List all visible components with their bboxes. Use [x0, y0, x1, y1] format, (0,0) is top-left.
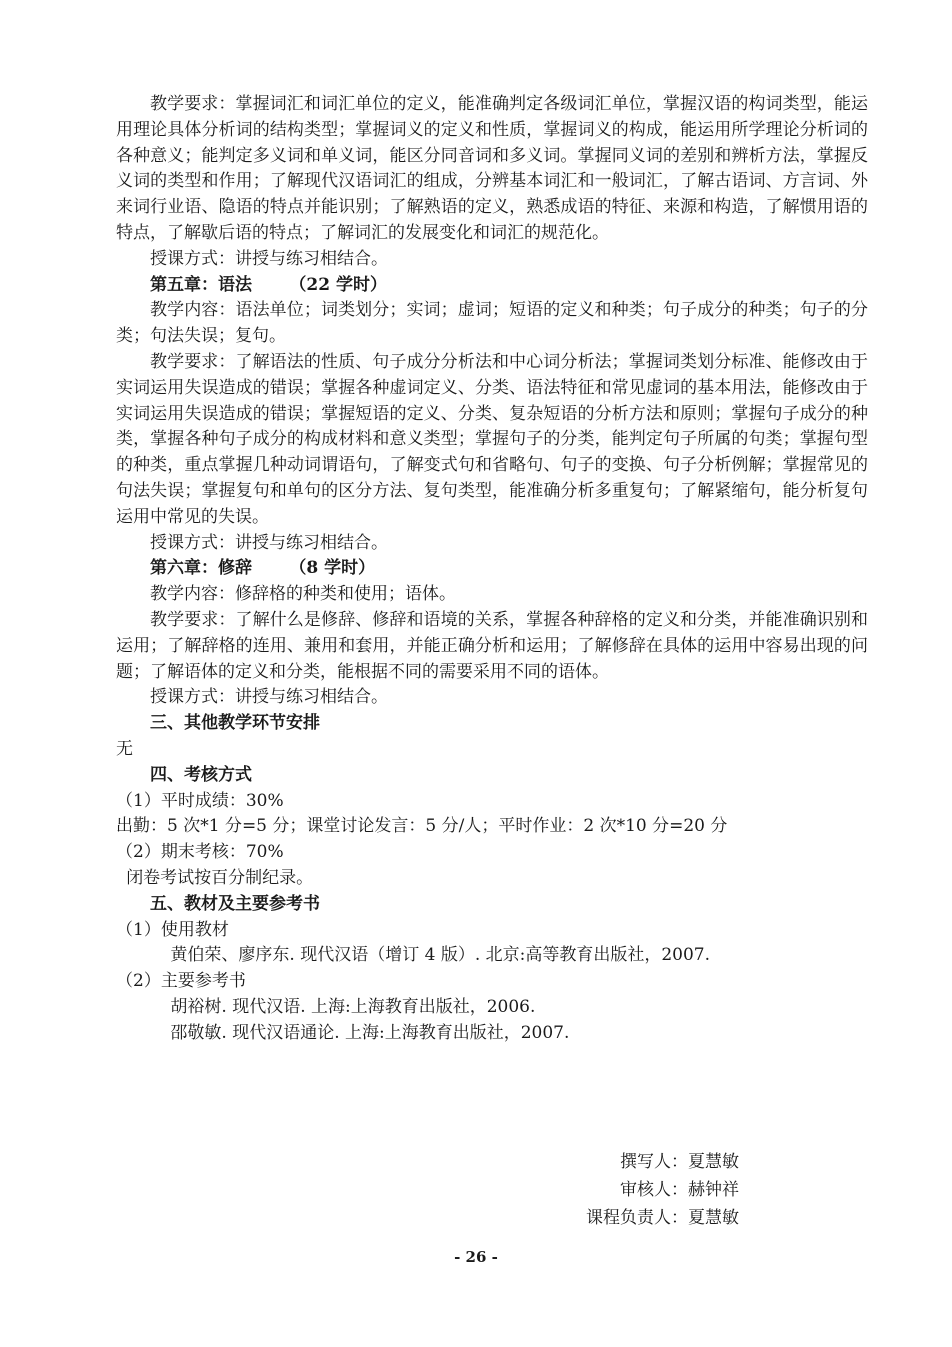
usual-grade-detail: 出勤：5 次*1 分=5 分；课堂讨论发言：5 分/人；平时作业：2 次*10 分=20 分: [116, 816, 728, 837]
section-5-heading: 五、教材及主要参考书: [150, 893, 320, 914]
chapter-5-title: 第五章：语法: [150, 274, 252, 295]
chapter-5-heading: [116, 273, 868, 299]
textbook-entry: 黄伯荣、廖序东. 现代汉语（增订 4 版）. 北京:高等教育出版社，2007.: [170, 945, 711, 966]
chapter-6-method: 授课方式：讲授与练习相结合。: [150, 687, 388, 708]
teaching-requirements-vocabulary: 教学要求：掌握词汇和词汇单位的定义，能准确判定各级词汇单位，掌握汉语的构词类型，能运用理论具体分析词的结构类型；掌握词义的定义和性质，掌握词义的构成，能运用所学理论分析词的各种意义；能判定多义词和单义词，能区分同音词和多义词。掌握同义词的差别和辨析方法，掌握反义词的类型和作用；了解现代汉语词汇的组成，分辨基本词汇和一般词汇，了解古语词、方言词、外来词行业语、隐语的特点并能识别；了解熟语的定义，熟悉成语的特征、来源和构造，了解惯用语的特点，了解歇后语的特点；了解词汇的发展变化和词汇的规范化。: [116, 94, 868, 243]
page-number: - 26 -: [454, 1248, 498, 1266]
section-3-body: 无: [116, 738, 133, 759]
signature-block: [586, 1148, 739, 1232]
usual-grade-line: （1）平时成绩：30%: [116, 790, 284, 811]
chapter-6-content: 教学内容：修辞格的种类和使用；语体。: [150, 584, 456, 605]
course-owner-line: 课程负责人：夏慧敏: [586, 1208, 739, 1228]
chapter-5-requirements: 教学要求：了解语法的性质、句子成分分析法和中心词分析法；掌握词类划分标准、能修改由于实词运用失误造成的错误；掌握各种虚词定义、分类、语法特征和常见虚词的基本用法，能修改由于实词运用失误造成的错误；掌握短语的定义、分类、复杂短语的分析方法和原则；掌握句子成分的种类，掌握各种句子成分的构成材料和意义类型；掌握句子的分类，能判定句子所属的句类；掌握句型的种类，重点掌握几种动词谓语句，了解变式句和省略句、句子的变换、句子分析例解；掌握常见的句法失误；掌握复句和单句的区分方法、复句类型，能准确分析多重复句；了解紧缩句，能分析复句运用中常见的失误。: [116, 351, 868, 527]
textbook-label: （1）使用教材: [116, 919, 229, 940]
reference-entry-1: 胡裕树. 现代汉语. 上海:上海教育出版社，2006.: [170, 996, 536, 1017]
chapter-6-title: 第六章：修辞: [150, 558, 252, 579]
chapter-5-content: 教学内容：语法单位；词类划分；实词；虚词；短语的定义和种类；句子成分的种类；句子的分类；句法失误；复句。: [116, 300, 868, 347]
chapter-6-hours: （8 学时）: [289, 558, 376, 579]
reviewer-line: 审核人：赫钟祥: [620, 1180, 739, 1200]
chapter-6-heading: [116, 556, 868, 582]
final-exam-line: （2）期末考核：70%: [116, 842, 284, 863]
chapter-5-method: 授课方式：讲授与练习相结合。: [150, 532, 388, 553]
section-3-heading: 三、其他教学环节安排: [150, 713, 320, 734]
section-4-heading: 四、考核方式: [150, 764, 252, 785]
chapter-5-hours: （22 学时）: [289, 274, 387, 295]
document-body: [116, 92, 868, 1046]
writer-line: 撰写人：夏慧敏: [620, 1152, 739, 1172]
teaching-method: 授课方式：讲授与练习相结合。: [150, 248, 388, 269]
reference-entry-2: 邵敬敏. 现代汉语通论. 上海:上海教育出版社，2007.: [170, 1022, 570, 1043]
references-label: （2）主要参考书: [116, 971, 246, 992]
final-exam-detail: 闭卷考试按百分制纪录。: [126, 867, 314, 888]
chapter-6-requirements: 教学要求：了解什么是修辞、修辞和语境的关系，掌握各种辞格的定义和分类，并能准确识别和运用；了解辞格的连用、兼用和套用，并能正确分析和运用；了解修辞在具体的运用中容易出现的问题；了解语体的定义和分类，能根据不同的需要采用不同的语体。: [116, 609, 868, 682]
